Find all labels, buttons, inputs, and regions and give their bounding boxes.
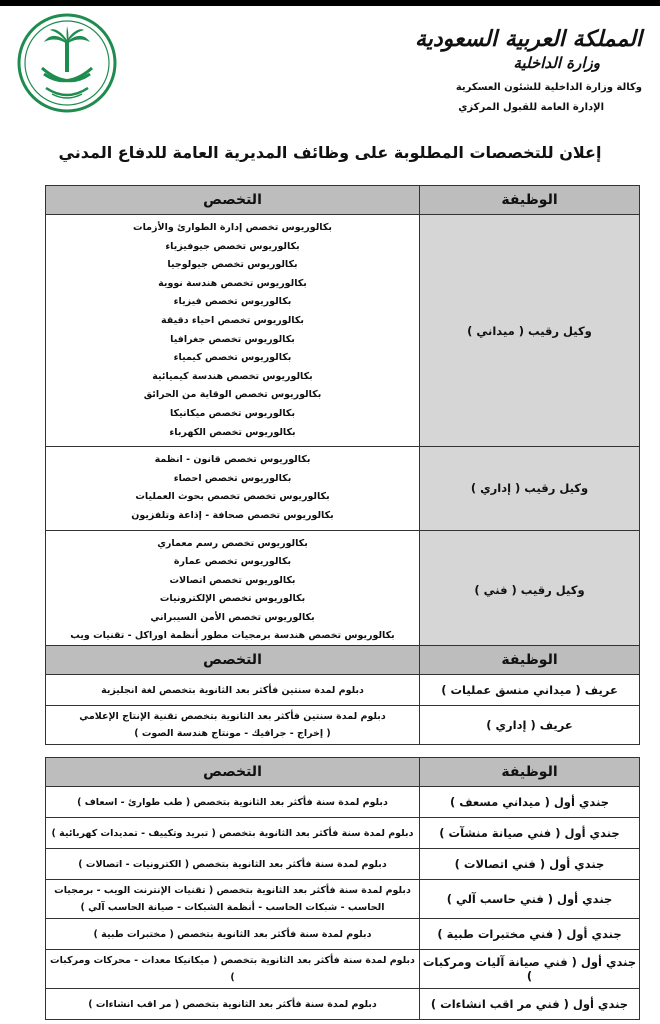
specialty-item: بكالوريوس تخصص احصاء	[173, 472, 292, 484]
specialty-list	[46, 215, 420, 447]
specialty-item: دبلوم لمدة سنتين فأكثر بعد الثانوية بتخصص لغة انجليزية	[101, 684, 364, 696]
specialty-item: دبلوم لمدة سنة فأكثر بعد الثانوية بتخصص ( تبريد وتكييف - تمديدات كهربائية )	[51, 827, 414, 839]
job-title: جندي أول ( ميداني مسعف )	[420, 787, 640, 818]
table-row	[46, 675, 640, 706]
specialty-item: بكالوريوس تخصص تخصص بحوث العمليات	[135, 491, 330, 503]
specialty-item: بكالوريوس تخصص قانون - انظمة	[154, 454, 311, 466]
specialty-item: دبلوم لمدة سنة فأكثر بعد الثانوية بتخصص ( طب طوارئ - اسعاف )	[77, 796, 388, 808]
specialty-item: دبلوم لمدة سنتين فأكثر بعد الثانوية بتخصص تقنية الإنتاج الإعلامي	[79, 711, 386, 722]
header-job: الوظيفة	[420, 186, 640, 215]
specialty-item: بكالوريوس تخصص كيمياء	[173, 352, 292, 364]
specialty-item: بكالوريوس تخصص ميكانيكا	[169, 407, 296, 419]
table-row	[46, 215, 640, 447]
specialty-list	[46, 818, 420, 849]
top-bar	[0, 0, 660, 6]
table-header-row	[46, 758, 640, 787]
specialty-item: بكالوريوس تخصص إدارة الطوارئ والأزمات	[133, 222, 332, 233]
specialty-item: بكالوريوس تخصص فيزياء	[173, 296, 292, 308]
table-header-row	[46, 646, 640, 675]
job-title: جندي أول ( فني مختبرات طبية )	[420, 919, 640, 950]
specialty-list	[46, 447, 420, 530]
specialty-item: دبلوم لمدة سنة فأكثر بعد الثانوية بتخصص ( ميكانيكا معدات - محركات ومركبات )	[50, 955, 415, 983]
specialty-list	[46, 787, 420, 818]
header-job: الوظيفة	[420, 646, 640, 675]
job-title: جندي أول ( فني صيانة منشآت )	[420, 818, 640, 849]
table-row	[46, 447, 640, 530]
table-row	[46, 530, 640, 651]
specialty-item: ( إخراج - جرافيك - مونتاج هندسة الصوت )	[134, 728, 331, 739]
specialty-item: بكالوريوس تخصص احياء دقيقة	[161, 314, 304, 326]
specialty-item: بكالوريوس تخصص الإلكترونيات	[159, 593, 306, 605]
specialty-list	[46, 849, 420, 880]
specialty-item: بكالوريوس تخصص جيولوجيا	[167, 259, 298, 271]
specialty-item: بكالوريوس تخصص صحافة - إذاعة وتلفزيون	[131, 509, 334, 521]
table-row	[46, 880, 640, 919]
agency-name: وكالة وزارة الداخلية للشئون العسكرية	[455, 82, 642, 93]
job-title: جندي أول ( فني صيانة آليات ومركبات )	[420, 950, 640, 989]
job-title: جندي أول ( فني اتصالات )	[420, 849, 640, 880]
specialty-list	[46, 950, 420, 989]
job-title: جندي أول ( فني حاسب آلي )	[420, 880, 640, 919]
table-private-positions	[45, 757, 640, 1020]
table-sergeant-positions	[45, 185, 640, 651]
specialty-list	[46, 880, 420, 919]
specialty-item: دبلوم لمدة سنة فأكثر بعد الثانوية بتخصص ( تقنيات الإنترنت الويب - برمجيات	[54, 885, 411, 896]
announcement-title: إعلان للتخصصات المطلوبة على وظائف المديرية العامة للدفاع المدني	[58, 143, 602, 162]
header-job: الوظيفة	[420, 758, 640, 787]
specialty-item: بكالوريوس تخصص جيوفيزياء	[165, 240, 300, 252]
specialty-item: بكالوريوس تخصص رسم معماري	[157, 537, 308, 549]
table-corporal-positions	[45, 645, 640, 745]
table-row	[46, 950, 640, 989]
specialty-list	[46, 675, 420, 706]
department-name: الإدارة العامة للقبول المركزي	[458, 102, 604, 113]
job-title: عريف ( ميداني منسق عمليات )	[420, 675, 640, 706]
job-title: جندي أول ( فني مر اقب انشاءات )	[420, 989, 640, 1020]
kingdom-name: المملكة العربية السعودية	[414, 26, 642, 52]
table-row	[46, 919, 640, 950]
specialty-item: بكالوريوس تخصص اتصالات	[169, 574, 296, 586]
specialty-list	[46, 530, 420, 651]
specialty-item: بكالوريوس تخصص الكهرباء	[169, 426, 296, 438]
job-title: وكيل رقيب ( فني )	[420, 530, 640, 651]
organization-header	[342, 26, 642, 118]
table-row	[46, 706, 640, 745]
specialty-list	[46, 919, 420, 950]
job-title: وكيل رقيب ( ميداني )	[420, 215, 640, 447]
specialty-item: دبلوم لمدة سنة فأكثر بعد الثانوية بتخصص ( مر اقب انشاءات )	[88, 998, 377, 1010]
specialty-list	[46, 706, 420, 745]
table-row	[46, 818, 640, 849]
job-title: عريف ( إداري )	[420, 706, 640, 745]
header-specialty: التخصص	[46, 646, 420, 675]
table-row	[46, 989, 640, 1020]
specialty-item: بكالوريوس تخصص هندسة برمجيات مطور أنظمة اوراكل - تقنيات ويب	[70, 630, 395, 642]
table-row	[46, 849, 640, 880]
specialty-item: بكالوريوس تخصص هندسة كيميائية	[152, 370, 313, 382]
ministry-name: وزارة الداخلية	[513, 54, 600, 72]
specialty-item: دبلوم لمدة سنة فأكثر بعد الثانوية بتخصص ( مختبرات طبية )	[93, 928, 372, 940]
saudi-emblem-logo	[16, 12, 118, 114]
table-header-row	[46, 186, 640, 215]
specialty-item: بكالوريوس تخصص الوقاية من الحرائق	[143, 389, 322, 401]
job-title: وكيل رقيب ( إداري )	[420, 447, 640, 530]
specialty-item: دبلوم لمدة سنة فأكثر بعد الثانوية بتخصص ( الكترونيات - اتصالات )	[78, 858, 387, 870]
header-specialty: التخصص	[46, 758, 420, 787]
specialty-item: بكالوريوس تخصص الأمن السيبراني	[150, 611, 315, 623]
specialty-item: بكالوريوس تخصص عمارة	[173, 556, 292, 568]
table-row	[46, 787, 640, 818]
specialty-item: بكالوريوس تخصص جغرافيا	[170, 333, 295, 345]
specialty-item: الحاسب - شبكات الحاسب - أنظمة الشبكات - صيانة الحاسب آلي )	[80, 902, 385, 913]
header-specialty: التخصص	[46, 186, 420, 215]
specialty-item: بكالوريوس تخصص هندسة نووية	[158, 277, 307, 289]
specialty-list	[46, 989, 420, 1020]
